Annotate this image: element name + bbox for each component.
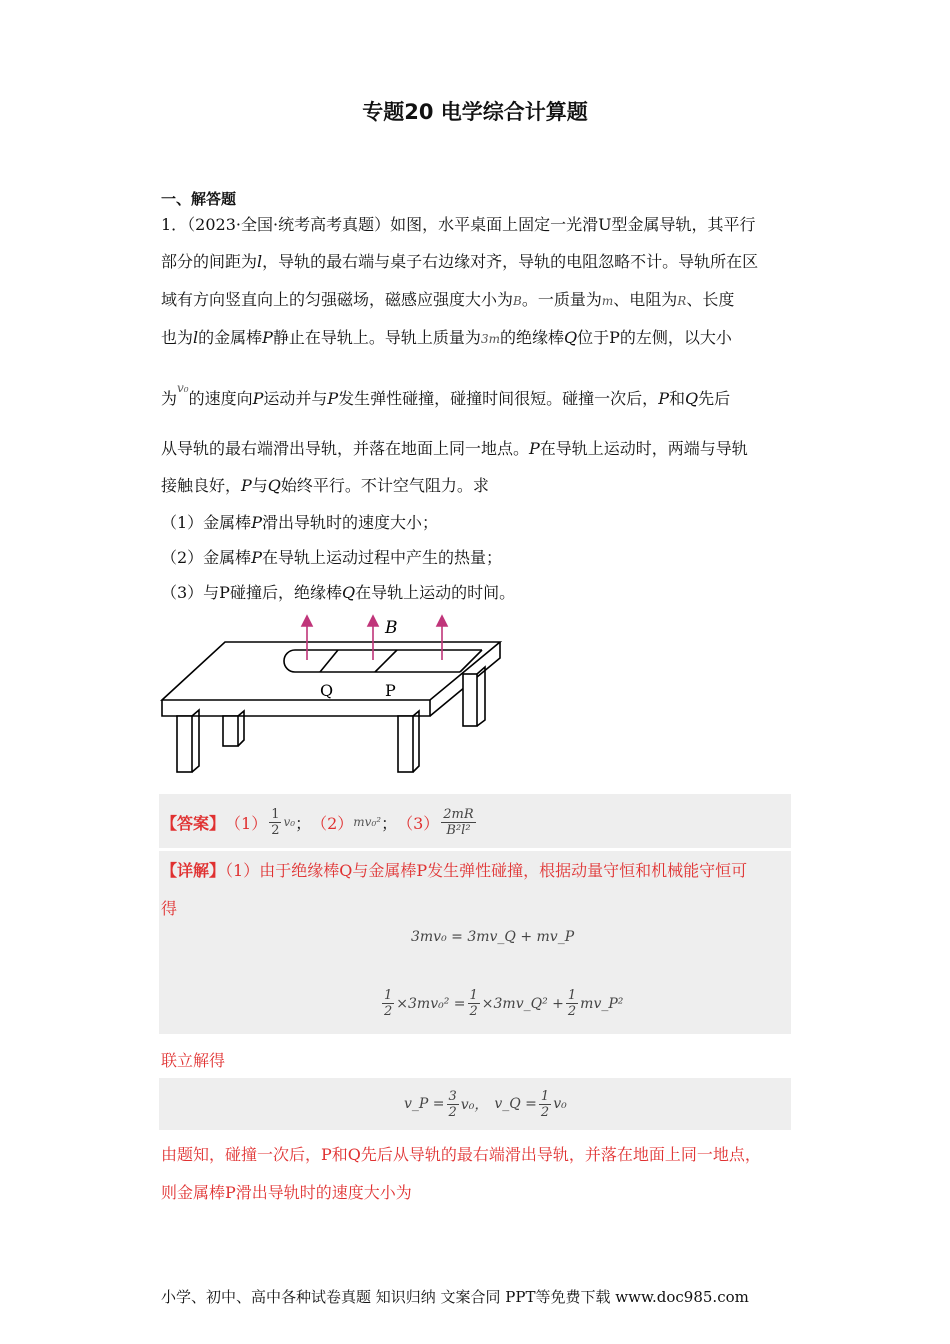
question-line: 1．（2023·全国·统考高考真题）如图，水平桌面上固定一光滑U型金属导轨，其平行 bbox=[161, 215, 756, 234]
question-line: 接触良好，P与Q始终平行。不计空气阻力。求 bbox=[161, 476, 489, 495]
answer-line: 【答案】 （1） $\frac{1}{2}$ v₀ ； （2） mv₀² ； （3） $\frac{2mR}{\text{B²l²}}$ bbox=[161, 806, 474, 838]
question-line: 从导轨的最右端滑出导轨，并落在地面上同一地点。P在导轨上运动时，两端与导轨 bbox=[161, 439, 748, 458]
equation-velocities: v_P = $\frac{3}{2}$ v₀， v_Q = $\frac{1}{2}$ v₀ bbox=[404, 1088, 567, 1120]
detail-line: 联立解得 bbox=[161, 1051, 226, 1070]
question-line: 域有方向竖直向上的匀强磁场，磁感应强度大小为B。一质量为m、电阻为R、长度 bbox=[161, 290, 735, 309]
equation-energy: $\frac{1}{2}$ ×3mv₀² = $\frac{1}{2}$ ×3mv_Q² + $\frac{1}{2}$ mv_P² bbox=[384, 988, 624, 1019]
sub-question-3: （3）与P碰撞后，绝缘棒Q在导轨上运动的时间。 bbox=[161, 583, 516, 602]
question-line: 也为l的金属棒P静止在导轨上。导轨上质量为3m的绝缘棒Q位于P的左侧，以大小 bbox=[161, 328, 732, 347]
label-P: P bbox=[385, 681, 396, 700]
question-line: 为$^{v_0}$的速度向P运动并与P发生弹性碰撞，碰撞时间很短。碰撞一次后，P和Q先后 bbox=[161, 381, 731, 408]
equation-momentum: 3mv₀ = 3mv_Q + mv_P bbox=[411, 929, 575, 945]
detail-line: 【详解】（1）由于绝缘棒Q与金属棒P发生弹性碰撞，根据动量守恒和机械能守恒可 bbox=[161, 861, 748, 880]
section-heading: 一、解答题 bbox=[161, 190, 237, 208]
detail-line: 由题知，碰撞一次后，P和Q先后从导轨的最右端滑出导轨，并落在地面上同一地点， bbox=[161, 1145, 761, 1164]
label-Q: Q bbox=[320, 681, 334, 700]
page-footer: 小学、初中、高中各种试卷真题 知识归纳 文案合同 PPT等免费下载 www.doc985.com bbox=[161, 1288, 749, 1306]
sub-question-1: （1）金属棒P滑出导轨时的速度大小； bbox=[161, 513, 438, 532]
detail-line: 得 bbox=[161, 899, 178, 918]
table-rail-figure bbox=[155, 612, 535, 782]
sub-question-2: （2）金属棒P在导轨上运动过程中产生的热量； bbox=[161, 548, 502, 567]
page-title: 专题20 电学综合计算题 bbox=[362, 100, 588, 124]
question-line: 部分的间距为l，导轨的最右端与桌子右边缘对齐，导轨的电阻忽略不计。导轨所在区 bbox=[161, 252, 759, 271]
label-B: B bbox=[385, 618, 398, 638]
detail-line: 则金属棒P滑出导轨时的速度大小为 bbox=[161, 1183, 412, 1202]
